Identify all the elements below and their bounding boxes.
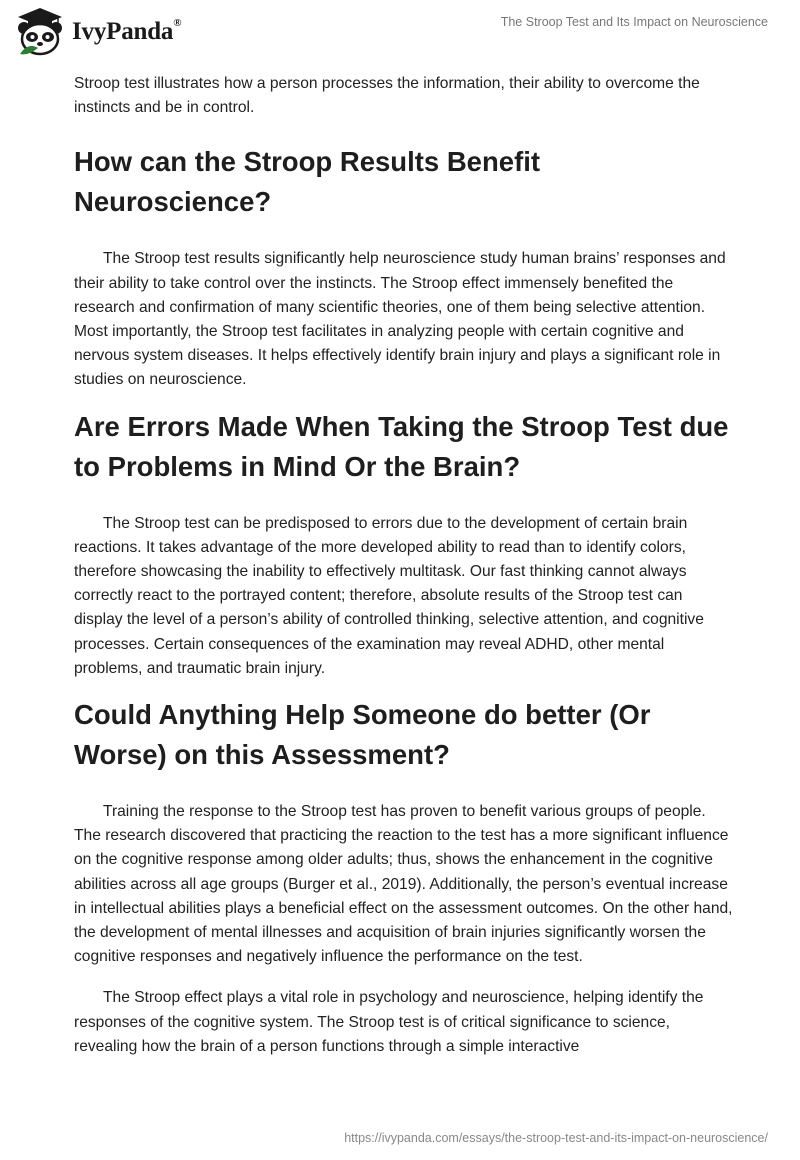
section-paragraph: The Stroop effect plays a vital role in psychology and neuroscience, helping identify the responses of the cognitive system. The Stroop test is of critical significance to science, revealing how the brain of a person functions through a simple interactive [74, 989, 704, 1055]
document-title: The Stroop Test and Its Impact on Neuroscience [500, 15, 768, 29]
page-header [0, 0, 800, 62]
section-heading-errors: Are Errors Made When Taking the Stroop Test due to Problems in Mind Or the Brain? [74, 410, 729, 482]
panda-icon [14, 6, 66, 58]
source-url[interactable]: https://ivypanda.com/essays/the-stroop-test-and-its-impact-on-neuroscience/ [344, 1131, 768, 1145]
section-paragraph: The Stroop test can be predisposed to errors due to the development of certain brain reactions. It takes advantage of the more developed ability to read than to identify colors, therefore showcasing the inability to effectively multitask. Our fast thinking cannot always correctly react to the portrayed content; therefore, absolute results of the Stroop test can display the level of a person’s ability of controlled thinking, selective attention, and cognitive processes. Certain consequences of the examination may reveal ADHD, other mental problems, and traumatic brain injury. [74, 514, 704, 677]
section-heading-better-worse: Could Anything Help Someone do better (Or Worse) on this Assessment? [74, 699, 651, 771]
section-paragraph: Training the response to the Stroop test has proven to benefit various groups of people. The research discovered that practicing the reaction to the test has a more significant influence on the cognitive response among older adults; thus, shows the enhancement in the cognitive abilities across all age groups (Burger et al., 2019). Additionally, the person’s eventual increase in intellectual abilities plays a beneficial effect on the assessment outcomes. On the other hand, the development of mental illnesses and acquisition of brain injuries significantly worsen the cognitive responses and negatively influence the performance on the test. [74, 803, 733, 966]
section-heading-benefit: How can the Stroop Results Benefit Neuroscience? [74, 146, 541, 218]
ivypanda-logo[interactable] [14, 6, 181, 58]
essay-content [74, 72, 734, 1059]
logo-text: IvyPanda® [72, 16, 182, 45]
intro-paragraph: Stroop test illustrates how a person processes the information, their ability to overcome the instincts and be in control. [74, 75, 700, 117]
section-paragraph: The Stroop test results significantly help neuroscience study human brains’ responses and their ability to take control over the instincts. The Stroop effect immensely benefited the research and confirmation of many scientific theories, one of them being selective attention. Most importantly, the Stroop test facilitates in analyzing people with certain cognitive and nervous system diseases. It helps effectively identify brain injury and plays a significant role in studies on neuroscience. [74, 250, 726, 389]
